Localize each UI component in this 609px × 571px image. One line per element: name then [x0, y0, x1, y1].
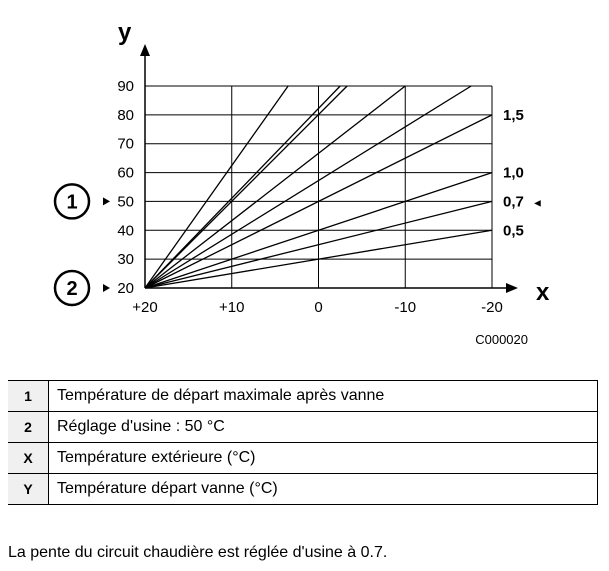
chart-labels — [503, 107, 543, 239]
y-tick-label: 40 — [117, 222, 134, 240]
legend-row — [8, 412, 598, 443]
x-tick-label: +20 — [132, 299, 158, 316]
y-tick-label: 70 — [117, 135, 134, 153]
chart-grid — [145, 86, 492, 288]
figure-code: C000020 — [475, 332, 528, 347]
x-tick-label: -20 — [481, 299, 503, 316]
curve-line — [145, 86, 405, 288]
y-axis-arrow-icon — [140, 44, 150, 56]
callout-arrow-icon — [103, 284, 110, 292]
callout-number: 1 — [66, 191, 78, 214]
legend-row — [8, 443, 598, 474]
y-tick-label: 20 — [117, 280, 134, 297]
pointer-left-icon: ◄ — [532, 197, 543, 210]
y-tick-label: 60 — [117, 164, 134, 182]
slope-label: 1,0 — [503, 164, 524, 182]
y-tick-label: 30 — [117, 251, 134, 269]
x-axis-arrow-icon — [506, 283, 518, 293]
slope-label: 0,7 — [503, 193, 524, 211]
legend-row — [8, 474, 598, 505]
legend-desc: Température de départ maximale après vanne — [49, 381, 598, 412]
x-axis-label: x — [536, 279, 550, 306]
legend-key: Y — [8, 474, 49, 505]
legend-desc: Réglage d'usine : 50 °C — [49, 412, 598, 443]
legend-desc: Température extérieure (°C) — [49, 443, 598, 474]
callout-arrow-icon — [103, 197, 110, 205]
curve-line — [145, 86, 471, 288]
y-tick-label: 80 — [117, 106, 134, 124]
x-tick-label: 0 — [314, 299, 323, 316]
legend-key: 2 — [8, 412, 49, 443]
chart-axes — [117, 19, 550, 316]
y-tick-label: 50 — [117, 193, 134, 211]
legend-table — [8, 380, 598, 505]
footnote: La pente du circuit chaudière est réglée d'usine à 0.7. — [8, 544, 388, 561]
callout-number: 2 — [66, 278, 78, 300]
y-axis-label: y — [118, 19, 132, 46]
legend-key: 1 — [8, 381, 49, 412]
legend-desc: Température départ vanne (°C) — [49, 474, 598, 505]
chart-callouts — [55, 184, 110, 305]
x-tick-label: +10 — [219, 299, 245, 316]
curve-line — [145, 86, 340, 288]
legend-row — [8, 381, 598, 412]
legend-key: X — [8, 443, 49, 474]
slope-label: 1,5 — [503, 106, 524, 124]
y-tick-label: 90 — [117, 78, 134, 95]
x-tick-label: -10 — [394, 299, 417, 316]
curve-line — [145, 86, 347, 288]
slope-label: 0,5 — [503, 222, 524, 240]
